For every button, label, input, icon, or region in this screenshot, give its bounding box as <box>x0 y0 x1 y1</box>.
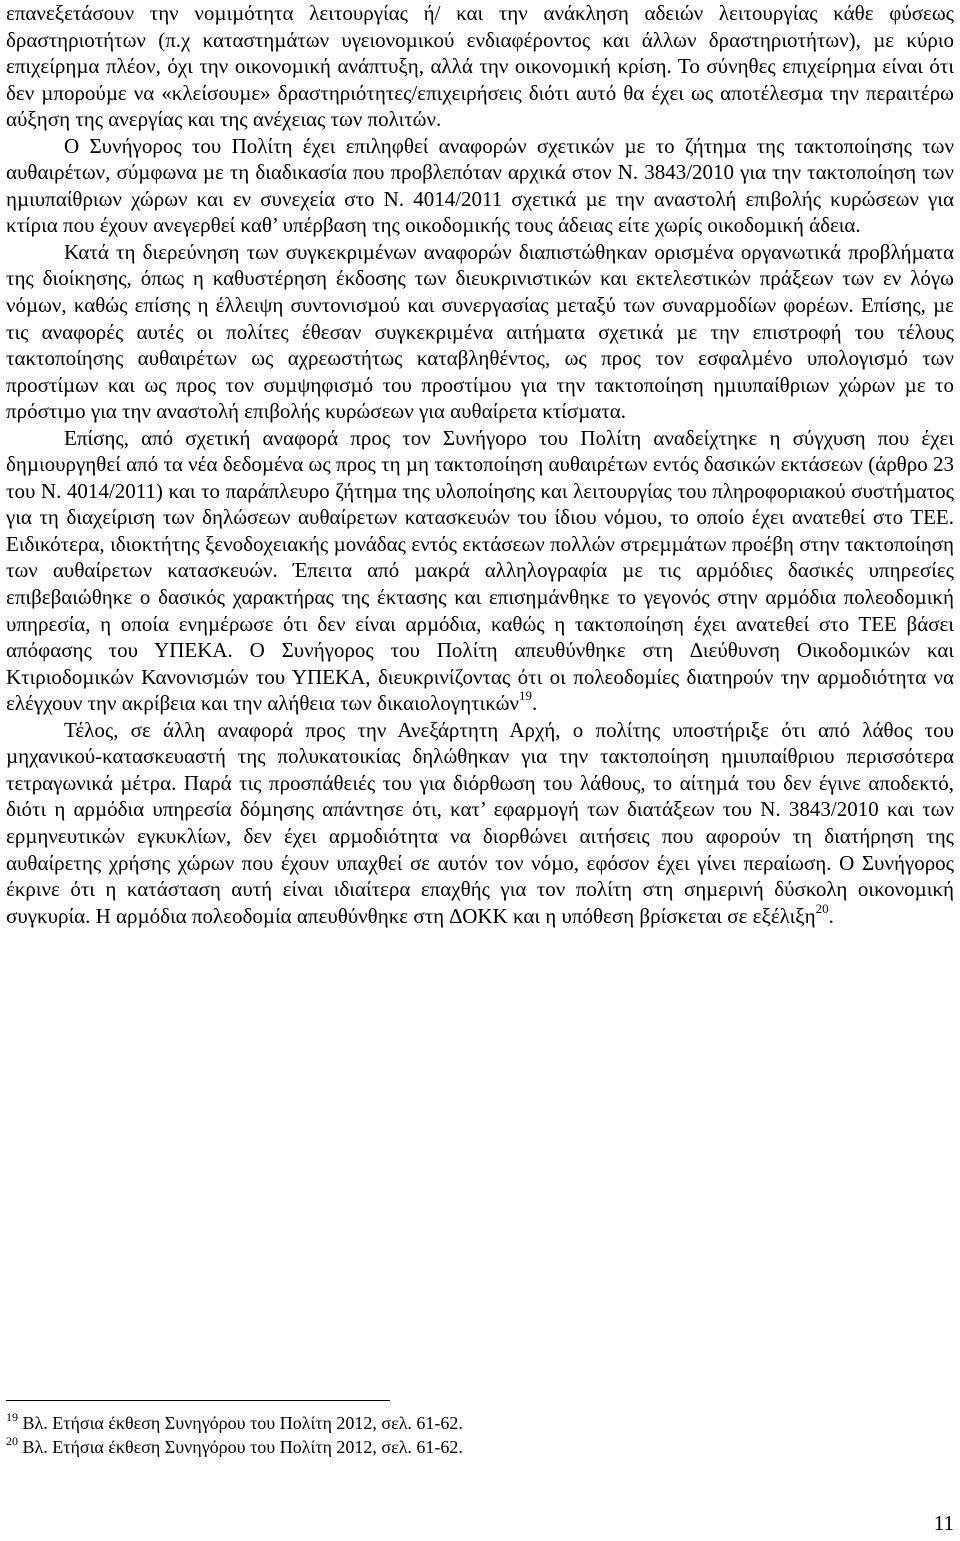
paragraph-4-end: . <box>531 691 538 716</box>
paragraph-4 <box>6 425 954 717</box>
footnote-text: Βλ. Ετήσια έκθεση Συνηγόρου του Πολίτη 2012, σελ. 61-62. <box>22 1437 463 1457</box>
document-body <box>6 0 954 929</box>
footnote-ref-20[interactable]: 20 <box>815 900 829 916</box>
footnote-20 <box>6 1435 906 1459</box>
paragraph-4-text: Επίσης, από σχετική αναφορά προς τον Συνήγορο του Πολίτη αναδείχτηκε η σύγχυση που έχει δηµιουργηθεί από τα νέα δεδοµένα ως προς τη µη τακτοποίηση αυθαιρέτων εντός δασικών εκτάσεων (άρθρο 23 του Ν. 4014/2011) και το παράπλευρο ζήτηµα της υλοποίησης και λειτουργίας του πληροφοριακού συστήµατος για τη διαχείριση των δηλώσεων αυθαίρετων κατασκευών του ίδιου νόµου, το οποίο έχει ανατεθεί στο ΤΕΕ. Ειδικότερα, ιδιοκτήτης ξενοδοχειακής µονάδας εντός εκτάσεων πολλών στρεµµάτων προέβη στην τακτοποίηση των αυθαίρετων κατασκευών. Έπειτα από µακρά αλληλογραφία µε τις αρµόδιες δασικές υπηρεσίες επιβεβαιώθηκε ο δασικός χαρακτήρας της έκτασης και επισηµάνθηκε το γεγονός στην αρµόδια πολεοδοµική υπηρεσία, η οποία ενηµέρωσε ότι δεν είναι αρµόδια, καθώς η τακτοποίηση έχει ανατεθεί στο ΤΕΕ βάσει απόφασης του ΥΠΕΚΑ. Ο Συνήγορος του Πολίτη απευθύνθηκε στη ∆ιεύθυνση Οικοδοµικών και Κτιριοδοµικών Κανονισµών του ΥΠΕΚΑ, διευκρινίζοντας ότι οι πολεοδοµίες διατηρούν την αρµοδιότητα να ελέγχουν την ακρίβεια και την αλήθεια των δικαιολογητικών <box>6 425 954 716</box>
footnote-text: Βλ. Ετήσια έκθεση Συνηγόρου του Πολίτη 2012, σελ. 61-62. <box>22 1413 463 1433</box>
paragraph-3 <box>6 239 954 425</box>
page-number: 11 <box>933 1511 954 1535</box>
paragraph-1 <box>6 0 954 133</box>
footnote-number: 20 <box>6 1434 18 1448</box>
footnote-separator <box>6 1400 390 1401</box>
paragraph-3-text: Κατά τη διερεύνηση των συγκεκριµένων αναφορών διαπιστώθηκαν ορισµένα οργανωτικά προβλήµατα της διοίκησης, όπως η καθυστέρηση έκδοσης των διευκρινιστικών και εκτελεστικών πράξεων των εν λόγω νόµων, καθώς επίσης η έλλειψη συντονισµού και συνεργασίας µεταξύ των συναρµοδίων φορέων. Επίσης, µε τις αναφορές αυτές οι πολίτες έθεσαν συγκεκριµένα αιτήµατα σχετικά µε την επιστροφή του τέλους τακτοποίησης αυθαιρέτων ως αχρεωστήτως καταβληθέντος, ως προς τον εσφαλµένο υπολογισµό των προστίµων και ως προς τον συµψηφισµό του προστίµου για την τακτοποίηση ηµιυπαίθριων χώρων µε το πρόστιµο για την αναστολή επιβολής κυρώσεων για αυθαίρετα κτίσµατα. <box>6 239 954 424</box>
paragraph-5-text: Τέλος, σε άλλη αναφορά προς την Ανεξάρτητη Αρχή, ο πολίτης υποστήριξε ότι από λάθος του µηχανικού-κατασκευαστή της πολυκατοικίας δηλώθηκαν για την τακτοποίηση ηµιυπαίθριου περισσότερα τετραγωνικά µέτρα. Παρά τις προσπάθειές του για διόρθωση του λάθους, το αίτηµά του δεν έγινε αποδεκτό, διότι η αρµόδια υπηρεσία δόµησης απάντησε ότι, κατ’ εφαρµογή των διατάξεων του Ν. 3843/2010 και των ερµηνευτικών εγκυκλίων, δεν έχει αρµοδιότητα να διορθώνει αιτήσεις που αφορούν τη διατήρηση της αυθαίρετης χρήσης χώρων που έχουν υπαχθεί σε αυτόν τον νόµο, εφόσον έχει γίνει περαίωση. Ο Συνήγορος έκρινε ότι η κατάσταση αυτή είναι ιδιαίτερα επαχθής για τον πολίτη στη σηµερινή δύσκολη οικονοµική συγκυρία. Η αρµόδια πολεοδοµία απευθύνθηκε στη ∆ΟΚΚ και η υπόθεση βρίσκεται σε εξέλιξη <box>6 717 954 928</box>
footnote-number: 19 <box>6 1410 18 1424</box>
paragraph-5-end: . <box>828 903 834 928</box>
paragraph-2-text: Ο Συνήγορος του Πολίτη έχει επιληφθεί αναφορών σχετικών µε το ζήτηµα της τακτοποίησης των αυθαιρέτων, σύµφωνα µε τη διαδικασία που προβλεπόταν αρχικά στον Ν. 3843/2010 για την τακτοποίηση των ηµιυπαίθριων χώρων και εν συνεχεία στο Ν. 4014/2011 σχετικά µε την αναστολή επιβολής κυρώσεων για κτίρια που έχουν ανεγερθεί καθ’ υπέρβαση της οικοδοµικής τους άδειας είτε χωρίς οικοδοµική άδεια. <box>6 133 954 238</box>
footnote-19 <box>6 1411 906 1435</box>
footnote-ref-19[interactable]: 19 <box>518 688 532 704</box>
footnotes <box>6 1411 906 1459</box>
paragraph-2 <box>6 133 954 239</box>
paragraph-5 <box>6 717 954 929</box>
paragraph-1-text: επανεξετάσουν την νοµιµότητα λειτουργίας ή/ και την ανάκληση αδειών λειτουργίας κάθε φύσεως δραστηριοτήτων (π.χ καταστηµάτων υγειονοµικού ενδιαφέροντος και άλλων δραστηριοτήτων), µε κύριο επιχείρηµα πλέον, όχι την οικονοµική ανάπτυξη, αλλά την οικονοµική κρίση. Το σύνηθες επιχείρηµα είναι ότι δεν µπορούµε να «κλείσουµε» δραστηριότητες/επιχειρήσεις διότι αυτό θα έχει ως αποτέλεσµα την περαιτέρω αύξηση της ανεργίας και της ανέχειας των πολιτών. <box>6 1 954 132</box>
